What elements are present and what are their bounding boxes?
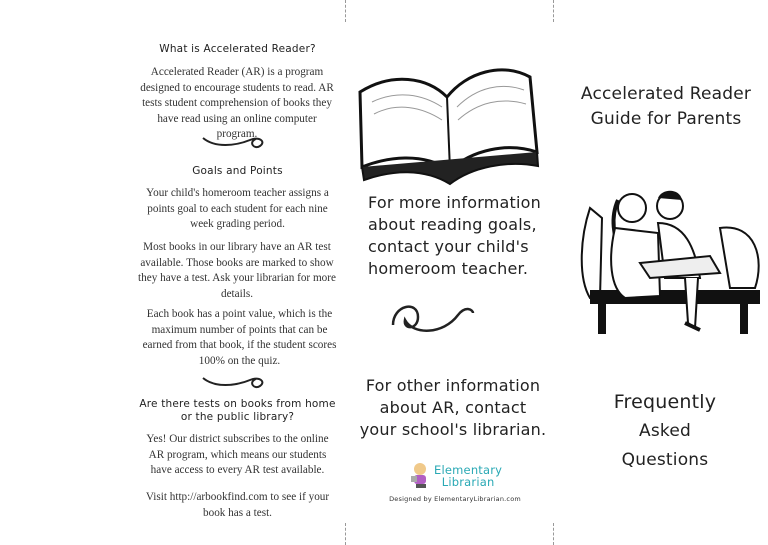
swirl-divider-icon	[200, 130, 270, 152]
title-line: Guide for Parents	[590, 109, 742, 129]
faq-line: Frequently	[613, 391, 717, 413]
librarian-logo-icon	[408, 462, 432, 490]
more-info-librarian	[358, 375, 548, 441]
reading-children-illustration	[570, 178, 766, 338]
heading-tests-from-home	[110, 398, 365, 424]
text-line: contact your child's	[368, 237, 529, 256]
paragraph-ar-intro: Accelerated Reader (AR) is a program designed to encourage students to read. AR tests student comprehension of books they have read using an online computer program.	[140, 66, 334, 140]
text-line: about reading goals,	[368, 215, 537, 234]
heading-line: Are there tests on books from home	[139, 398, 336, 410]
title-line: Accelerated Reader	[580, 84, 752, 104]
paragraph-point-value: Each book has a point value, which is the maximum number of points that can be earned from that book, if the student scores 100% on the quiz.	[142, 308, 337, 367]
fold-mark	[553, 0, 554, 22]
open-book-icon	[352, 52, 542, 192]
text-line: For more information	[368, 193, 541, 212]
heading-line: or the public library?	[180, 411, 295, 423]
faq-heading	[590, 388, 740, 475]
faq-line: Questions	[621, 450, 709, 470]
swirl-divider-icon	[388, 295, 478, 340]
text-line: about AR, contact	[379, 398, 527, 417]
paragraph-arbookfind: Visit http://arbookfind.com to see if your book has a test.	[145, 491, 330, 519]
designed-by-credit: Designed by ElementaryLibrarian.com	[389, 495, 521, 503]
heading-what-is-ar: What is Accelerated Reader?	[159, 43, 316, 55]
elementary-librarian-logo	[434, 464, 502, 488]
text-line: homeroom teacher.	[368, 259, 529, 278]
paragraph-goals: Your child's homeroom teacher assigns a points goal to each student for each nine week grading period.	[146, 187, 329, 230]
brochure-title	[556, 82, 768, 132]
text-line: For other information	[365, 376, 541, 395]
fold-mark	[345, 523, 346, 545]
logo-text: Librarian	[441, 475, 495, 489]
heading-goals-points: Goals and Points	[192, 165, 283, 177]
more-info-goals	[368, 192, 548, 280]
fold-mark	[553, 523, 554, 545]
logo-text: Elementary	[434, 463, 503, 477]
fold-mark	[345, 0, 346, 22]
swirl-divider-icon	[200, 370, 270, 392]
text-line: your school's librarian.	[359, 420, 547, 439]
faq-line: Asked	[639, 421, 691, 441]
paragraph-books-marked: Most books in our library have an AR test available. Those books are marked to show they have a test. Ask your librarian for more details.	[138, 241, 336, 300]
paragraph-district: Yes! Our district subscribes to the online AR program, which means our students have access to every AR test available.	[146, 433, 329, 476]
